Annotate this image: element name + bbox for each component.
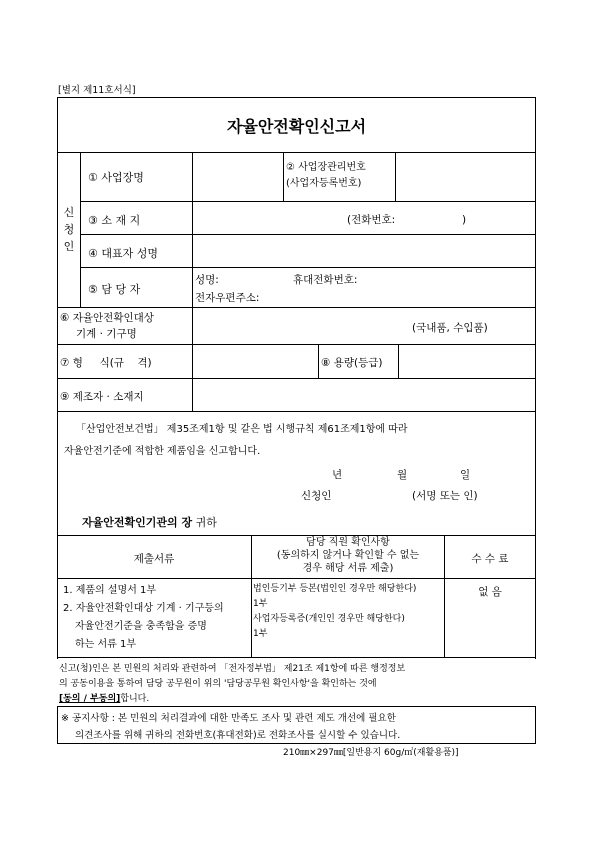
mgmt-number-field[interactable]	[396, 153, 535, 201]
location-label: ③ 소 재 지	[88, 214, 141, 227]
paper-spec: 210㎜×297㎜[일반용지 60g/㎡(재활용품)]	[283, 748, 459, 758]
model-field[interactable]	[193, 345, 318, 378]
consent-options[interactable]: [동의 / 부동의]	[59, 694, 121, 704]
sign-note: (서명 또는 인)	[412, 490, 478, 502]
business-name-label: ① 사업장명	[88, 171, 144, 184]
divider	[80, 267, 536, 268]
staff-check-list: 법인등기부 등본(법인인 경우만 해당한다) 1부 사업자등록증(개인인 경우만 해당한다) 1부	[253, 584, 417, 639]
divider	[57, 578, 536, 579]
date-year: 년	[332, 469, 343, 481]
consent-line-3: [동의 / 부동의]합니다.	[59, 694, 150, 704]
equipment-label: ⑥ 자율안전확인대상 기계 · 기구명	[60, 312, 154, 340]
date-day: 일	[460, 469, 471, 481]
representative-label: ④ 대표자 성명	[88, 247, 158, 260]
docs-header-staff-check: 담당 직원 확인사항 (동의하지 않거나 확인할 수 없는 경우 해당 서류 제출)	[276, 537, 420, 574]
frame-top-border	[57, 97, 536, 98]
origin-note: (국내품, 수입품)	[412, 322, 488, 334]
divider	[318, 344, 319, 379]
contact-email-label: 전자우편주소:	[195, 292, 260, 304]
divider	[57, 411, 536, 412]
frame-left-border	[57, 706, 58, 744]
capacity-field[interactable]	[399, 345, 535, 378]
recipient-line: 자율안전확인기관의 장 귀하	[82, 516, 217, 529]
docs-header-fee: 수 수 료	[471, 553, 509, 565]
fee-value: 없 음	[478, 586, 502, 598]
docs-header-submit: 제출서류	[133, 553, 175, 565]
model-label: ⑦ 형 식(규 격)	[60, 357, 152, 369]
submit-docs-list: 1. 제품의 설명서 1부 2. 자율안전확인대상 기계 · 기구등의 자율안전기준을 충족함을 증명 하는 서류 1부	[63, 585, 224, 650]
mgmt-number-label: ② 사업장관리번호 (사업자등록번호)	[286, 162, 366, 189]
declaration-line-2: 자율안전기준에 적합한 제품임을 신고합니다.	[64, 446, 261, 457]
contact-name-label: 성명:	[195, 274, 219, 286]
divider	[57, 706, 536, 707]
form-title: 자율안전확인신고서	[226, 117, 367, 136]
phone-note: (전화번호: )	[347, 214, 467, 226]
capacity-label: ⑧ 용량(등급)	[321, 357, 383, 369]
consent-line-2: 의 공동이용을 통하여 담당 공무원이 위의 '담당공무원 확인사항'을 확인하는 것에	[59, 679, 377, 689]
declaration-line-1: 「산업안전보건법」 제35조제1항 및 같은 법 시행규칙 제61조제1항에 따라	[76, 424, 408, 435]
frame-bottom-border	[57, 743, 536, 744]
divider	[80, 152, 81, 308]
maker-field[interactable]	[193, 379, 535, 411]
notice-line-2: 의견조사를 위해 귀하의 전화번호(휴대전화)로 전화조사를 실시할 수 있습니다.	[75, 730, 401, 741]
representative-field[interactable]	[193, 235, 535, 267]
contact-mobile-label: 휴대전화번호:	[293, 274, 358, 286]
applicant-section-label: 신 청 인	[63, 206, 75, 253]
frame-right-border	[535, 706, 536, 744]
divider	[57, 657, 536, 658]
business-name-field[interactable]	[193, 153, 283, 201]
form-number-tag: [별지 제11호서식]	[58, 85, 136, 96]
maker-label: ⑨ 제조자 · 소재지	[60, 391, 144, 403]
notice-line-1: ※ 공지사항 : 본 민원의 처리결과에 대한 만족도 조사 및 관련 제도 개선에 필요한	[61, 713, 396, 724]
signer-label: 신청인	[301, 490, 332, 502]
contact-label: ⑤ 담 당 자	[88, 283, 141, 296]
divider	[283, 152, 284, 202]
date-month: 월	[397, 469, 408, 481]
consent-line-1: 신고(청)인은 본 민원의 처리와 관련하여 「전자정부법」 제21조 제1항에 따른 행정정보	[59, 664, 406, 674]
